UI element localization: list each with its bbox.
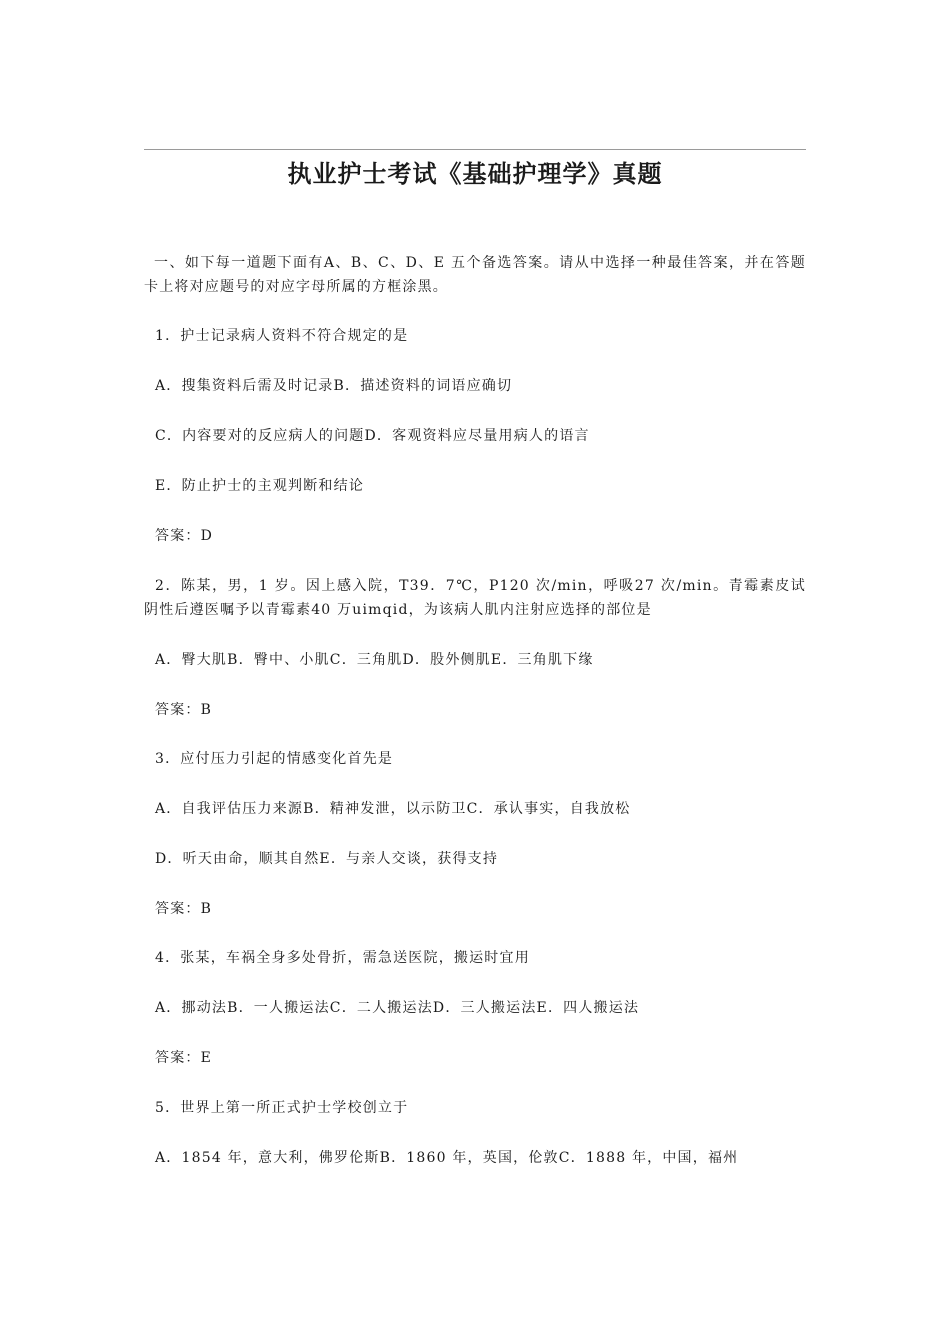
question-3-stem: 3．应付压力引起的情感变化首先是 bbox=[155, 751, 394, 767]
header-rule bbox=[144, 149, 806, 150]
question-2-answer: 答案：B bbox=[155, 702, 213, 718]
question-1-option-line-2: C．内容要对的反应病人的问题D．客观资料应尽量用病人的语言 bbox=[155, 428, 590, 444]
question-4-answer: 答案：E bbox=[155, 1050, 213, 1066]
question-2-option-line-1: A．臀大肌B．臀中、小肌C．三角肌D．股外侧肌E．三角肌下缘 bbox=[155, 652, 594, 668]
question-5-option-line-1: A．1854 年，意大利，佛罗伦斯B．1860 年，英国，伦敦C．1888 年，中国，福州 bbox=[155, 1150, 739, 1166]
question-1-option-line-1: A．搜集资料后需及时记录B．描述资料的词语应确切 bbox=[155, 378, 513, 394]
question-5-stem: 5．世界上第一所正式护士学校创立于 bbox=[155, 1100, 409, 1116]
question-2-stem: 2．陈某，男，1 岁。因上感入院，T39．7℃，P120 次/min，呼吸27 次/min。青霉素皮试阴性后遵医嘱予以青霉素40 万uimqid，为该病人肌内注射应选择的部位是 bbox=[144, 578, 806, 618]
question-3-option-line-1: A．自我评估压力来源B．精神发泄，以示防卫C．承认事实，自我放松 bbox=[155, 801, 631, 817]
question-1-stem: 1．护士记录病人资料不符合规定的是 bbox=[155, 328, 409, 344]
question-1-answer: 答案：D bbox=[155, 528, 214, 544]
question-1-option-line-3: E．防止护士的主观判断和结论 bbox=[155, 478, 365, 494]
question-4-stem: 4．张某，车祸全身多处骨折，需急送医院，搬运时宜用 bbox=[155, 950, 530, 966]
instructions-paragraph: 一、如下每一道题下面有A、B、C、D、E 五个备选答案。请从中选择一种最佳答案，并在答题卡上将对应题号的对应字母所属的方框涂黑。 bbox=[144, 255, 806, 295]
question-4-option-line-1: A．挪动法B．一人搬运法C．二人搬运法D．三人搬运法E．四人搬运法 bbox=[155, 1000, 640, 1016]
page-title: 执业护士考试《基础护理学》真题 bbox=[287, 159, 663, 188]
question-3-answer: 答案：B bbox=[155, 901, 213, 917]
question-3-option-line-2: D．听天由命，顺其自然E．与亲人交谈，获得支持 bbox=[155, 851, 499, 867]
